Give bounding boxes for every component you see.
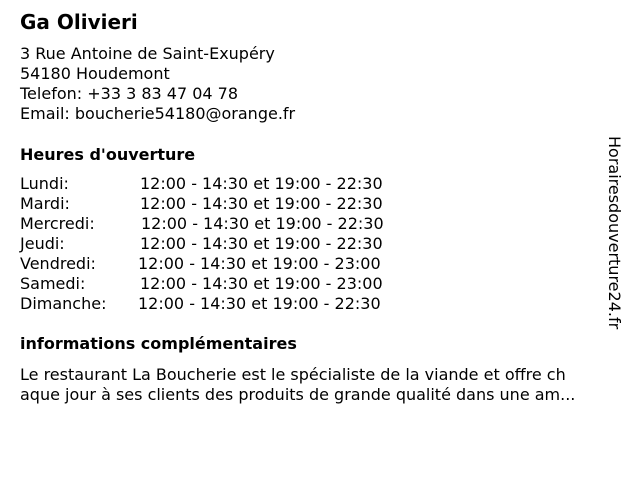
address-street: 3 Rue Antoine de Saint-Exupéry — [20, 44, 275, 63]
hours-row-friday — [20, 254, 440, 274]
opening-hours-heading: Heures d'ouverture — [20, 145, 196, 164]
hours-value: 12:00 - 14:30 et 19:00 - 22:30 — [138, 294, 381, 313]
opening-hours-table — [20, 174, 440, 314]
day-label: Vendredi: — [20, 254, 96, 273]
address-city: 54180 Houdemont — [20, 64, 170, 83]
hours-value: 12:00 - 14:30 et 19:00 - 23:00 — [140, 274, 383, 293]
day-label: Dimanche: — [20, 294, 107, 313]
hours-row-tuesday — [20, 194, 440, 214]
additional-info-heading: informations complémentaires — [20, 334, 297, 353]
phone-number: Telefon: +33 3 83 47 04 78 — [20, 84, 239, 103]
description-line-2: aque jour à ses clients des produits de grande qualité dans une am... — [20, 385, 576, 404]
day-label: Mardi: — [20, 194, 70, 213]
hours-row-monday — [20, 174, 440, 194]
site-watermark: Horairesdouverture24.fr — [605, 136, 624, 330]
hours-value: 12:00 - 14:30 et 19:00 - 22:30 — [141, 214, 384, 233]
day-label: Lundi: — [20, 174, 69, 193]
day-label: Jeudi: — [20, 234, 65, 253]
hours-row-saturday — [20, 274, 440, 294]
email-address: Email: boucherie54180@orange.fr — [20, 104, 296, 123]
day-label: Mercredi: — [20, 214, 95, 233]
hours-value: 12:00 - 14:30 et 19:00 - 23:00 — [138, 254, 381, 273]
hours-value: 12:00 - 14:30 et 19:00 - 22:30 — [140, 234, 383, 253]
description-text — [20, 365, 610, 405]
day-label: Samedi: — [20, 274, 86, 293]
description-line-1: Le restaurant La Boucherie est le spécialiste de la viande et offre ch — [20, 365, 566, 384]
hours-row-wednesday — [20, 214, 440, 234]
hours-row-sunday — [20, 294, 440, 314]
hours-value: 12:00 - 14:30 et 19:00 - 22:30 — [140, 194, 383, 213]
hours-row-thursday — [20, 234, 440, 254]
hours-value: 12:00 - 14:30 et 19:00 - 22:30 — [140, 174, 383, 193]
business-name: Ga Olivieri — [20, 10, 138, 34]
contact-block — [20, 44, 295, 124]
